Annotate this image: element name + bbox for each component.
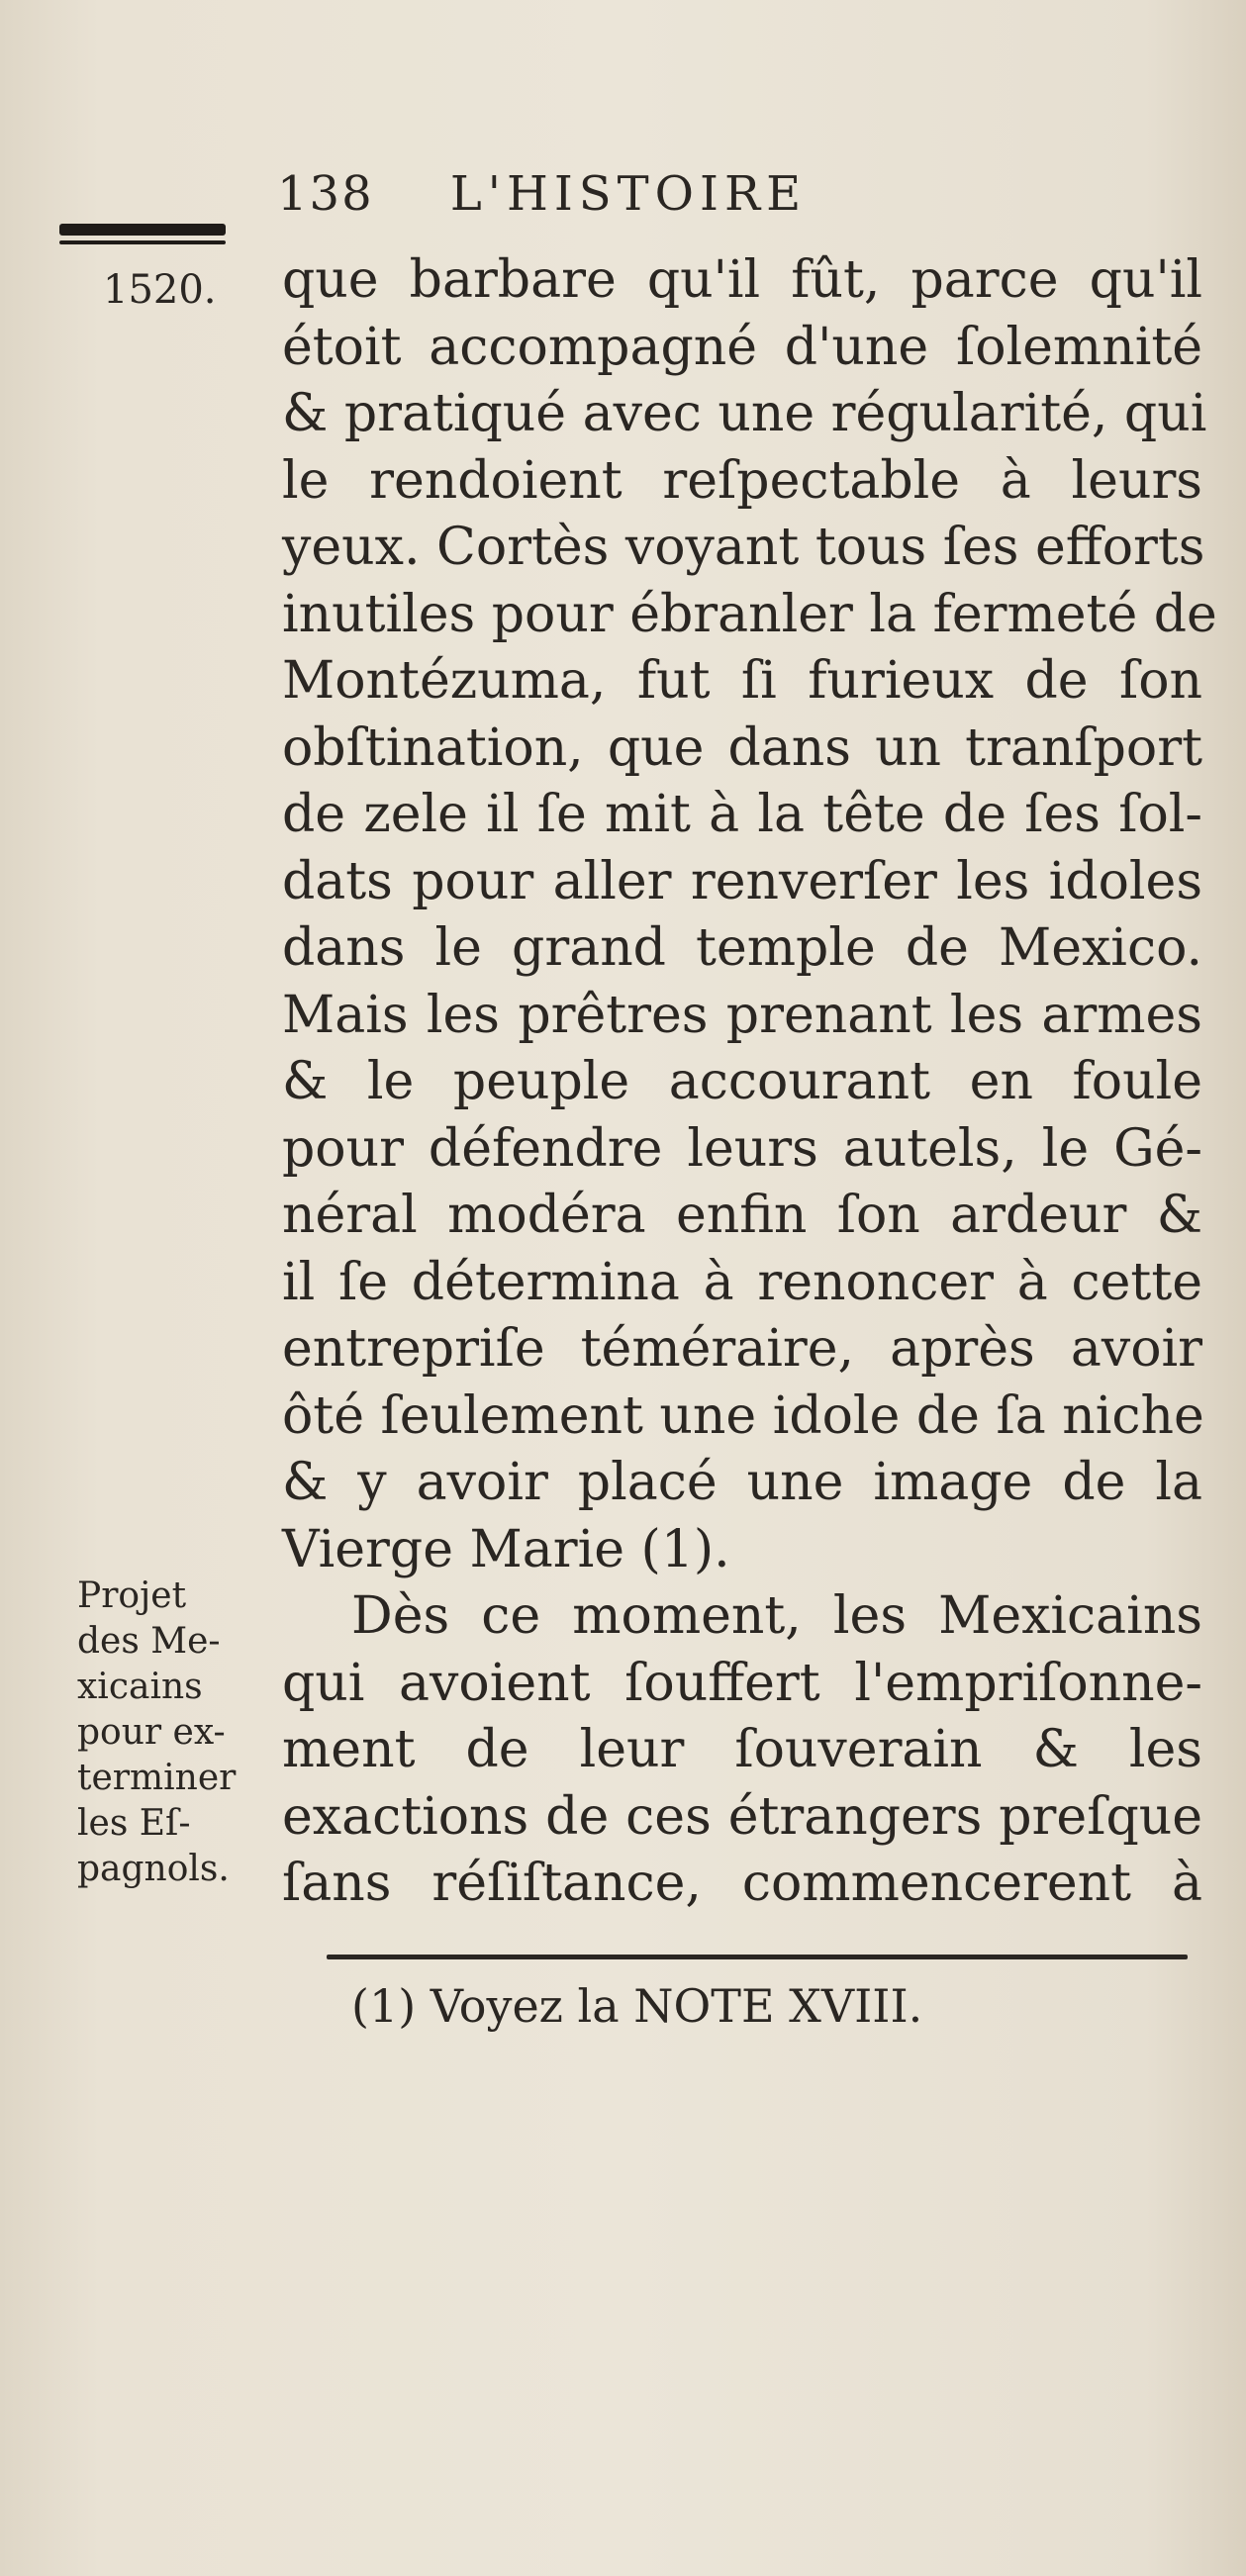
- body-line: inutiles pour ébranler la fermeté de: [282, 584, 1217, 644]
- body-line: & pratiqué avec une régularité, qui: [282, 384, 1207, 443]
- body-line: & y avoir placé une image de la: [282, 1453, 1202, 1512]
- body-line: ôté ſeulement une idole de ſa niche: [282, 1385, 1204, 1446]
- body-line: Montézuma, fut ſi furieux de ſon: [282, 651, 1202, 711]
- body-line: néral modéra enfin ſon ardeur &: [282, 1186, 1202, 1245]
- margin-note-line: pour ex-: [77, 1712, 226, 1753]
- body-line: Mais les prêtres prenant les armes: [282, 985, 1202, 1045]
- body-line: yeux. Cortès voyant tous ſes efforts: [282, 518, 1205, 577]
- body-line: qui avoient ſouffert l'empriſonne-: [282, 1653, 1202, 1713]
- body-line: & le peuple accourant en foule: [282, 1052, 1202, 1111]
- body-line: Dès ce moment, les Mexicains: [351, 1586, 1202, 1646]
- body-line: étoit accompagné d'une ſolemnité: [282, 317, 1202, 377]
- margin-note-line: les Eſ-: [77, 1803, 191, 1844]
- body-line: exactions de ces étrangers preſque: [282, 1786, 1202, 1847]
- margin-note-line: xicains: [77, 1667, 203, 1707]
- margin-note-line: des Me-: [77, 1621, 221, 1662]
- running-header: [277, 166, 807, 236]
- body-line: Vierge Marie (1).: [282, 1519, 730, 1579]
- body-line: de zele il ſe mit à la tête de ſes ſol-: [282, 785, 1202, 844]
- body-line: entrepriſe téméraire, après avoir: [282, 1319, 1202, 1379]
- header-rule-thin: [59, 240, 226, 244]
- running-title: L'HISTOIRE: [449, 166, 808, 222]
- header-rule: [59, 224, 226, 236]
- footnote: (1) Voyez la NOTE XVIII.: [351, 1979, 923, 2033]
- body-line: dans le grand temple de Mexico.: [282, 918, 1202, 978]
- margin-year: 1520.: [103, 267, 217, 313]
- footnote-rule: [327, 1955, 1188, 1959]
- body-line: dats pour aller renverſer les idoles: [282, 851, 1202, 911]
- page-number: 138: [277, 166, 374, 222]
- body-text: [282, 247, 1217, 1918]
- body-line: pour défendre leurs autels, le Gé-: [282, 1118, 1202, 1179]
- body-line: il ſe détermina à renoncer à cette: [282, 1252, 1202, 1312]
- margin-note-line: terminer: [77, 1758, 237, 1798]
- margin-note-line: pagnols.: [77, 1849, 230, 1889]
- body-line: le rendoient reſpectable à leurs: [282, 450, 1202, 511]
- body-line: ſans réſiſtance, commencerent à: [282, 1854, 1202, 1913]
- body-line: ment de leur ſouverain & les: [282, 1720, 1202, 1779]
- body-line: que barbare qu'il fût, parce qu'il: [282, 250, 1202, 310]
- margin-note: [77, 1574, 275, 1892]
- body-line: obſtination, que dans un tranſport: [282, 717, 1202, 778]
- margin-note-line: Projet: [77, 1575, 187, 1616]
